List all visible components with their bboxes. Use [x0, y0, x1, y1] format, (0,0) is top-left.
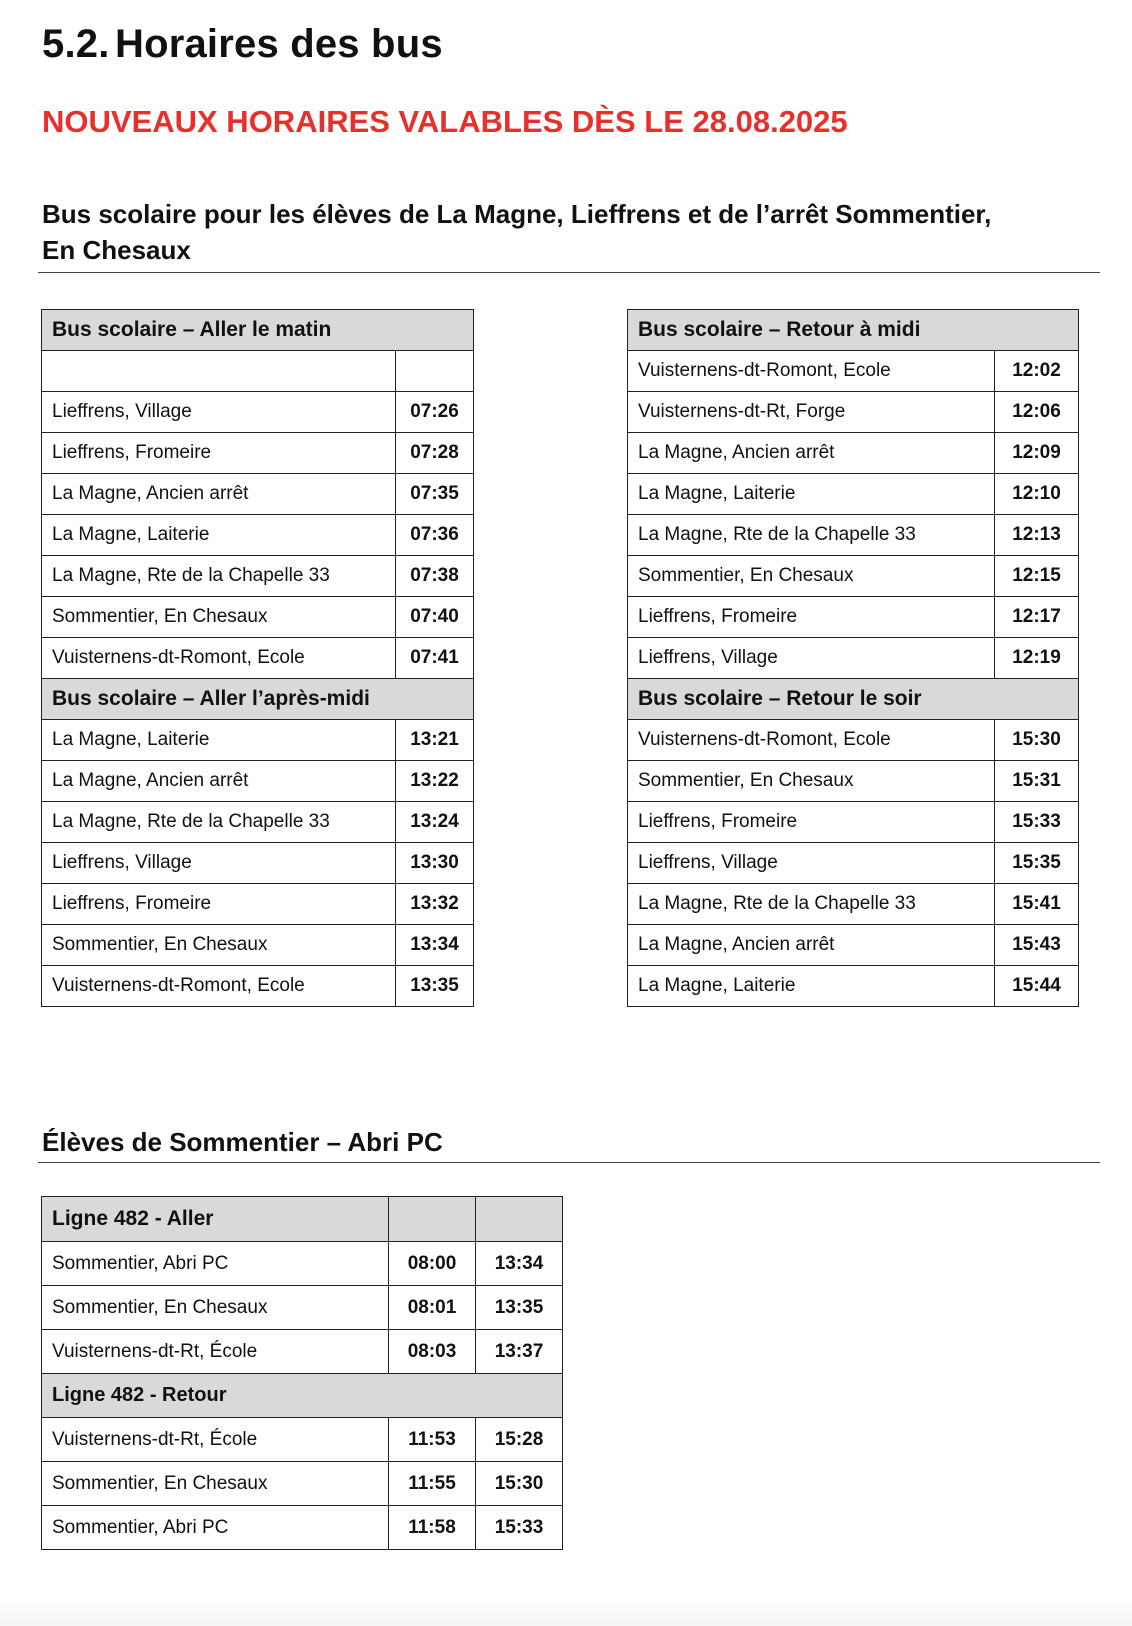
table-row: [42, 1330, 563, 1374]
table-row: [628, 720, 1079, 761]
departure-time: 13:22: [396, 761, 474, 802]
table-row: [42, 1462, 563, 1506]
stop-name: La Magne, Rte de la Chapelle 33: [42, 802, 396, 843]
stop-name: Sommentier, En Chesaux: [42, 597, 396, 638]
table-row: [42, 515, 474, 556]
table-row: [42, 351, 474, 392]
table-row: [42, 966, 474, 1007]
section-divider: [38, 272, 1100, 273]
table-header-row: [42, 310, 474, 351]
departure-time: 15:33: [995, 802, 1079, 843]
table-row: [628, 597, 1079, 638]
departure-time: 12:17: [995, 597, 1079, 638]
departure-time: 07:36: [396, 515, 474, 556]
departure-time: 07:38: [396, 556, 474, 597]
table-header-row: [42, 1374, 563, 1418]
departure-time: 12:02: [995, 351, 1079, 392]
table-row: [42, 1418, 563, 1462]
departure-time: 13:21: [396, 720, 474, 761]
table-row: [42, 761, 474, 802]
table-row: [628, 638, 1079, 679]
table-row: [42, 884, 474, 925]
morning-outbound-header: Bus scolaire – Aller le matin: [42, 310, 474, 351]
table-header-row: [42, 1197, 563, 1242]
departure-time: 07:28: [396, 433, 474, 474]
stop-name: Lieffrens, Fromeire: [42, 884, 396, 925]
table-row: [42, 1286, 563, 1330]
stop-name: Sommentier, En Chesaux: [628, 761, 995, 802]
afternoon-outbound-header: Bus scolaire – Aller l’après-midi: [42, 679, 474, 720]
departure-time: 12:13: [995, 515, 1079, 556]
departure-time: 13:34: [396, 925, 474, 966]
stop-name: Lieffrens, Village: [628, 638, 995, 679]
table-row: [42, 843, 474, 884]
stop-name: [42, 351, 396, 392]
departure-time: 13:24: [396, 802, 474, 843]
stop-name: Vuisternens-dt-Romont, Ecole: [42, 638, 396, 679]
departure-time: 11:55: [389, 1462, 476, 1506]
departure-time: 08:00: [389, 1242, 476, 1286]
page-title: [42, 22, 443, 67]
table-row: [628, 515, 1079, 556]
departure-time: 15:28: [476, 1418, 563, 1462]
departure-time: 13:35: [396, 966, 474, 1007]
stop-name: Sommentier, En Chesaux: [42, 925, 396, 966]
section-title: Horaires des bus: [115, 22, 443, 66]
noon-return-header: Bus scolaire – Retour à midi: [628, 310, 1079, 351]
stop-name: La Magne, Ancien arrêt: [42, 761, 396, 802]
departure-time: 15:30: [995, 720, 1079, 761]
departure-time: 12:09: [995, 433, 1079, 474]
stop-name: Lieffrens, Fromeire: [628, 802, 995, 843]
stop-name: La Magne, Rte de la Chapelle 33: [42, 556, 396, 597]
table-row: [42, 1506, 563, 1550]
stop-name: La Magne, Ancien arrêt: [628, 433, 995, 474]
departure-time: 15:41: [995, 884, 1079, 925]
departure-time: 08:03: [389, 1330, 476, 1374]
departure-time: 12:06: [995, 392, 1079, 433]
schedule-validity-notice: NOUVEAUX HORAIRES VALABLES DÈS LE 28.08.2025: [42, 104, 848, 139]
stop-name: Vuisternens-dt-Romont, Ecole: [42, 966, 396, 1007]
table-row: [628, 474, 1079, 515]
stop-name: La Magne, Rte de la Chapelle 33: [628, 515, 995, 556]
departure-time: 13:34: [476, 1242, 563, 1286]
line-482-return-header: Ligne 482 - Retour: [42, 1374, 563, 1418]
departure-time: 15:44: [995, 966, 1079, 1007]
departure-time: 13:30: [396, 843, 474, 884]
table-row: [628, 351, 1079, 392]
table-row: [42, 433, 474, 474]
departure-time: 12:10: [995, 474, 1079, 515]
stop-name: La Magne, Laiterie: [628, 966, 995, 1007]
stop-name: La Magne, Ancien arrêt: [628, 925, 995, 966]
evening-return-header: Bus scolaire – Retour le soir: [628, 679, 1079, 720]
departure-time: 15:30: [476, 1462, 563, 1506]
table-row: [42, 597, 474, 638]
departure-time: 13:32: [396, 884, 474, 925]
stop-name: La Magne, Laiterie: [42, 515, 396, 556]
stop-name: Sommentier, Abri PC: [42, 1506, 389, 1550]
stop-name: Sommentier, Abri PC: [42, 1242, 389, 1286]
table-row: [42, 556, 474, 597]
stop-name: Vuisternens-dt-Rt, Forge: [628, 392, 995, 433]
stop-name: Lieffrens, Village: [42, 392, 396, 433]
stop-name: Sommentier, En Chesaux: [628, 556, 995, 597]
line-482-outbound-header: Ligne 482 - Aller: [42, 1197, 389, 1242]
stop-name: Sommentier, En Chesaux: [42, 1286, 389, 1330]
departure-time: 15:31: [995, 761, 1079, 802]
stop-name: La Magne, Rte de la Chapelle 33: [628, 884, 995, 925]
table-row: [628, 802, 1079, 843]
departure-time: 15:35: [995, 843, 1079, 884]
table-row: [42, 1242, 563, 1286]
stop-name: Vuisternens-dt-Romont, Ecole: [628, 351, 995, 392]
heading-line-1: Bus scolaire pour les élèves de La Magne, Lieffrens et de l’arrêt Sommentier,: [42, 199, 992, 229]
stop-name: Vuisternens-dt-Rt, École: [42, 1418, 389, 1462]
departure-time: [396, 351, 474, 392]
table-row: [42, 720, 474, 761]
empty-header-cell: [476, 1197, 563, 1242]
departure-time: 08:01: [389, 1286, 476, 1330]
table-row: [42, 474, 474, 515]
stop-name: Lieffrens, Fromeire: [628, 597, 995, 638]
table-row: [628, 392, 1079, 433]
outbound-schedule-table: [41, 309, 474, 1007]
table-row: [42, 638, 474, 679]
departure-time: 07:26: [396, 392, 474, 433]
sommentier-section-heading: Élèves de Sommentier – Abri PC: [42, 1127, 443, 1157]
departure-time: 13:35: [476, 1286, 563, 1330]
departure-time: 07:41: [396, 638, 474, 679]
stop-name: Lieffrens, Village: [628, 843, 995, 884]
table-row: [42, 925, 474, 966]
section-number: 5.2.: [42, 22, 110, 66]
table-row: [628, 556, 1079, 597]
table-row: [42, 392, 474, 433]
stop-name: Lieffrens, Village: [42, 843, 396, 884]
table-row: [628, 433, 1079, 474]
empty-header-cell: [389, 1197, 476, 1242]
page-bottom-edge: [0, 1596, 1132, 1626]
table-row: [628, 843, 1079, 884]
section-divider: [38, 1162, 1100, 1163]
departure-time: 15:33: [476, 1506, 563, 1550]
departure-time: 07:40: [396, 597, 474, 638]
table-header-row: [628, 310, 1079, 351]
stop-name: La Magne, Laiterie: [628, 474, 995, 515]
stop-name: Lieffrens, Fromeire: [42, 433, 396, 474]
departure-time: 13:37: [476, 1330, 563, 1374]
heading-line-2: En Chesaux: [42, 235, 191, 265]
departure-time: 15:43: [995, 925, 1079, 966]
departure-time: 12:19: [995, 638, 1079, 679]
table-row: [628, 966, 1079, 1007]
stop-name: Vuisternens-dt-Romont, Ecole: [628, 720, 995, 761]
table-header-row: [42, 679, 474, 720]
stop-name: Vuisternens-dt-Rt, École: [42, 1330, 389, 1374]
school-bus-section-heading: [42, 196, 991, 268]
departure-time: 12:15: [995, 556, 1079, 597]
departure-time: 11:58: [389, 1506, 476, 1550]
stop-name: Sommentier, En Chesaux: [42, 1462, 389, 1506]
stop-name: La Magne, Laiterie: [42, 720, 396, 761]
stop-name: La Magne, Ancien arrêt: [42, 474, 396, 515]
table-row: [628, 761, 1079, 802]
table-header-row: [628, 679, 1079, 720]
line-482-schedule-table: [41, 1196, 563, 1550]
departure-time: 11:53: [389, 1418, 476, 1462]
table-row: [628, 884, 1079, 925]
table-row: [42, 802, 474, 843]
return-schedule-table: [627, 309, 1079, 1007]
departure-time: 07:35: [396, 474, 474, 515]
table-row: [628, 925, 1079, 966]
